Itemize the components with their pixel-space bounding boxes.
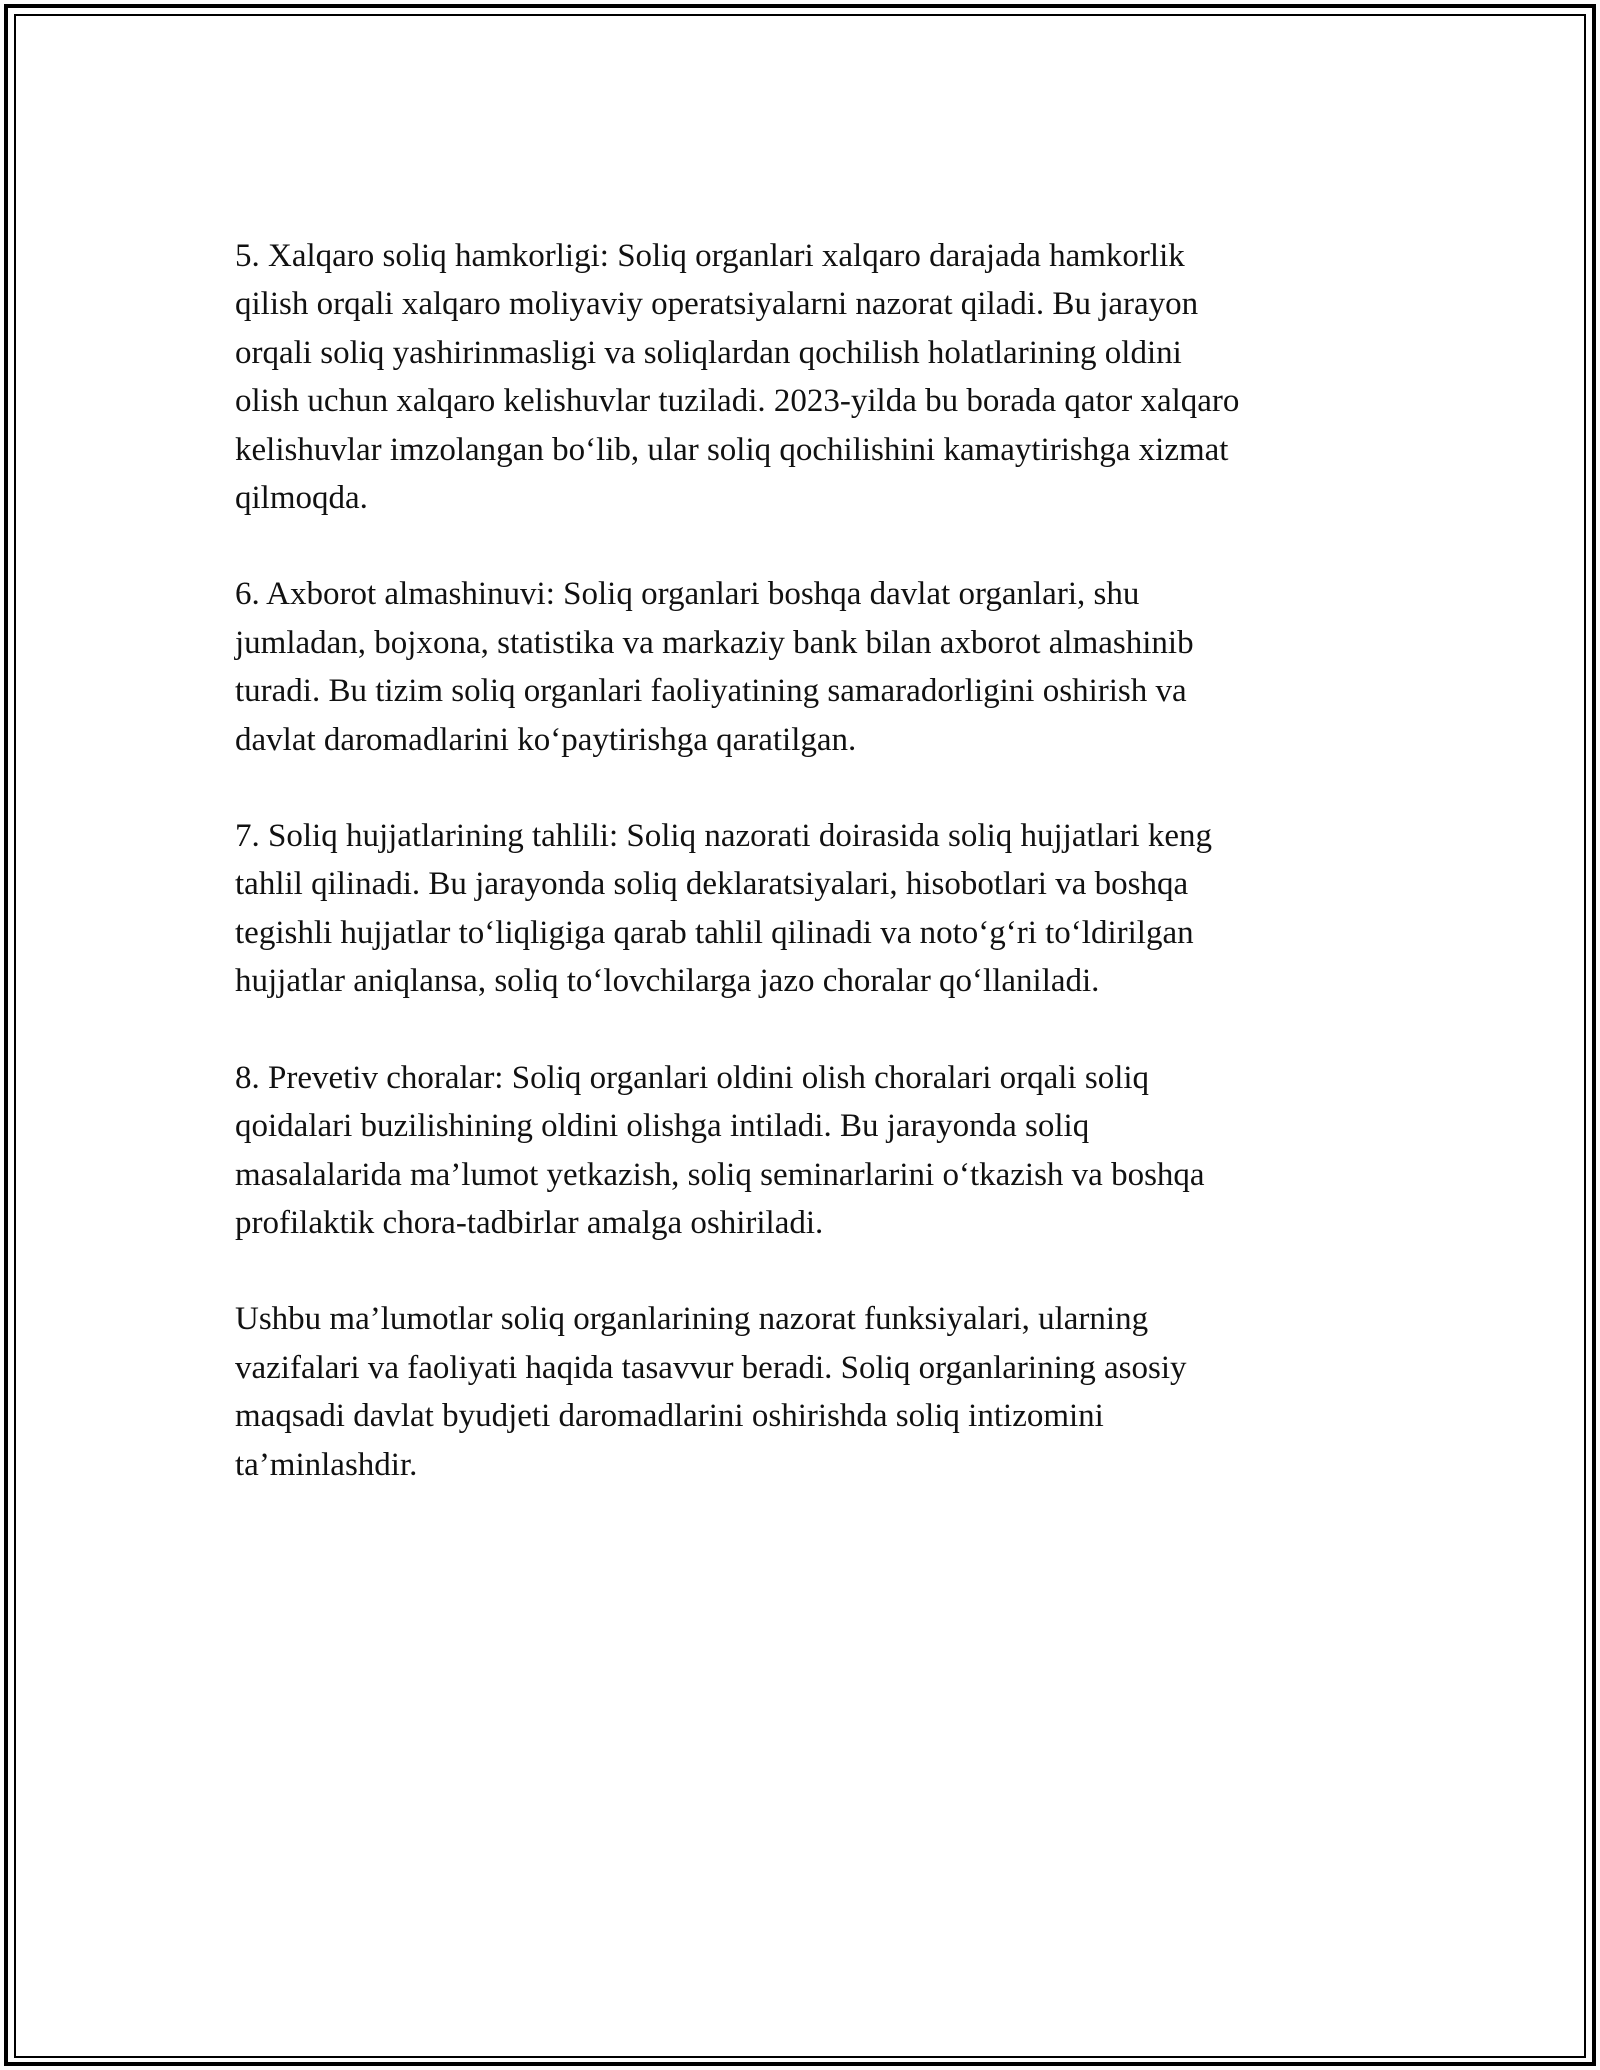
paragraph-preventive-measures: 8. Prevetiv choralar: Soliq organlari oldini olish choralari orqali soliq qoidalari buzilishining oldini olishga intiladi. Bu jarayonda soliq masalalarida ma’lumot yetkazish, soliq seminarlarini o‘tkazish va boshqa profilaktik chora-tadbirlar amalga oshiriladi. — [235, 1059, 1205, 1241]
paragraph-international-tax-cooperation: 5. Xalqaro soliq hamkorligi: Soliq organlari xalqaro darajada hamkorlik qilish orqali xalqaro moliyaviy operatsiyalarni nazorat qiladi. Bu jarayon orqali soliq yashirinmasligi va soliqlardan qochilish holatlarining oldini olish uchun xalqaro kelishuvlar tuziladi. 2023-yilda bu borada qator xalqaro kelishuvlar imzolangan bo‘lib, ular soliq qochilishini kamaytirishga xizmat qilmoqda. — [235, 238, 1240, 517]
paragraph-tax-document-analysis: 7. Soliq hujjatlarining tahlili: Soliq nazorati doirasida soliq hujjatlari keng tahlil qilinadi. Bu jarayonda soliq deklaratsiyalari, hisobotlari va boshqa tegishli hujjatlar to‘liqligiga qarab tahlil qilinadi va noto‘g‘ri to‘ldirilgan hujjatlar aniqlansa, soliq to‘lovchilarga jazo choralar qo‘llaniladi. — [235, 818, 1213, 1000]
paragraph-conclusion: Ushbu ma’lumotlar soliq organlarining nazorat funksiyalari, ularning vazifalari va faoliyati haqida tasavvur beradi. Soliq organlarining asosiy maqsadi davlat byudjeti daromadlarini oshirishda soliq intizomini ta’minlashdir. — [235, 1301, 1187, 1483]
paragraph-information-exchange: 6. Axborot almashinuvi: Soliq organlari boshqa davlat organlari, shu jumladan, bojxona, statistika va markaziy bank bilan axborot almashinib turadi. Bu tizim soliq organlari faoliyatining samaradorligini oshirish va davlat daromadlarini ko‘paytirishga qaratilgan. — [235, 576, 1194, 758]
document-body — [235, 232, 1365, 1537]
